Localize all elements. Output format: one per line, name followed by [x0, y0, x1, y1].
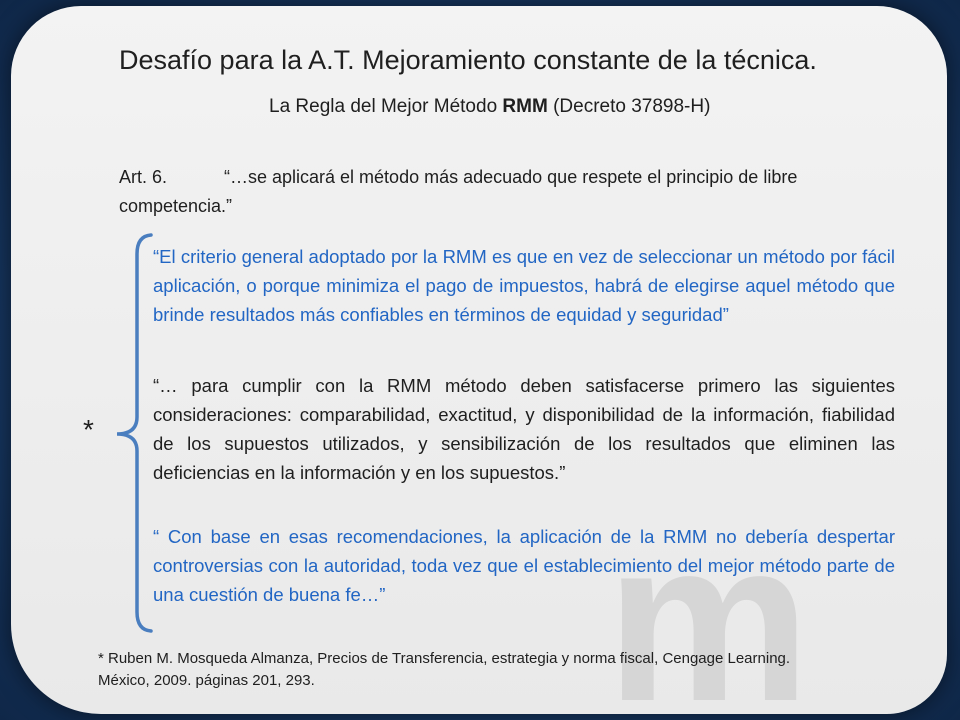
article-label: Art. 6. — [119, 167, 168, 187]
curly-brace-icon — [111, 232, 155, 634]
quote-block-3: “ Con base en esas recomendaciones, la aplicación de la RMM no debería despertar controversias con la autoridad, toda vez que el establecimiento del mejor método parte de una cuestión de buena fe…” — [153, 526, 895, 605]
article-text: “…se aplicará el método más adecuado que respete el principio de libre competencia.” — [119, 167, 798, 216]
subtitle-suffix: (Decreto 37898-H) — [547, 96, 711, 117]
watermark-logo: m — [606, 492, 797, 714]
article-paragraph — [119, 163, 819, 221]
footnote-citation: * Ruben M. Mosqueda Almanza, Precios de Transferencia, estrategia y norma fiscal, Cengage Learning. México, 2009. páginas 201, 293. — [98, 650, 791, 689]
quote-block-2: “… para cumplir con la RMM método deben satisfacerse primero las siguientes consideraciones: comparabilidad, exactitud, y disponibilidad de la información, fiabilidad de los supuestos utilizados, y sensibilización de los resultados que eliminen las deficiencias en la información y en los supuestos.” — [153, 375, 895, 483]
slide-title: Desafío para la A.T. Mejoramiento constante de la técnica. — [119, 45, 817, 75]
slide-subtitle — [269, 96, 710, 118]
slide — [11, 6, 947, 714]
footnote-marker: * — [83, 414, 94, 445]
quote-block-1: “El criterio general adoptado por la RMM es que en vez de seleccionar un método por fácil aplicación, o porque minimiza el pago de impuestos, habrá de elegirse aquel método que brinde resultados más confiables en términos de equidad y seguridad” — [153, 246, 895, 325]
subtitle-prefix: La Regla del Mejor Método — [269, 96, 503, 117]
subtitle-bold: RMM — [502, 96, 548, 117]
